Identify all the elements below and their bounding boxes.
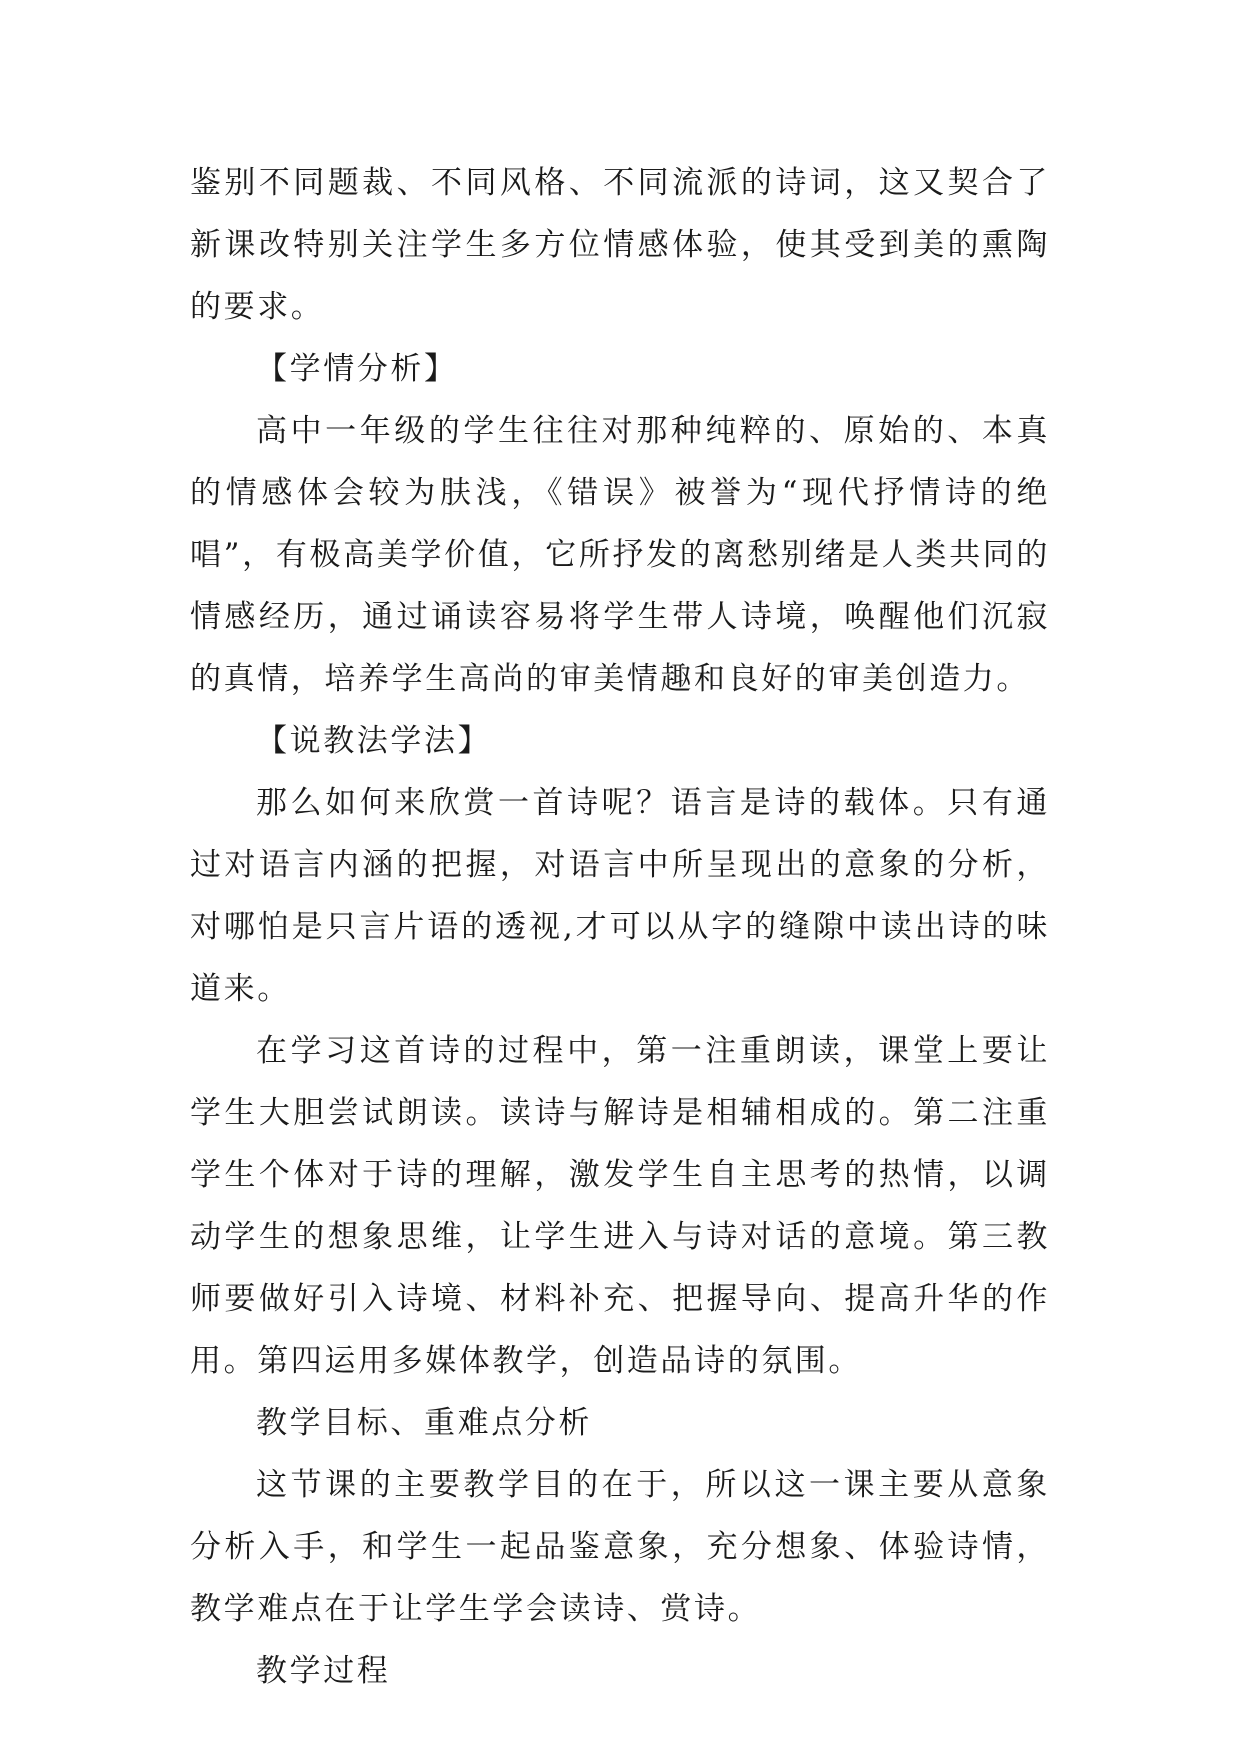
paragraph-teaching-methods-2: 在学习这首诗的过程中，第一注重朗读，课堂上要让学生大胆尝试朗读。读诗与解诗是相辅相成的。第二注重学生个体对于诗的理解，激发学生自主思考的热情，以调动学生的想象思维，让学生进入与诗对话的意境。第三教师要做好引入诗境、材料补充、把握导向、提高升华的作用。第四运用多媒体教学，创造品诗的氛围。 [190, 1033, 1050, 1379]
document-body [190, 152, 1050, 1702]
section-heading-student-analysis: 【学情分析】 [256, 351, 458, 387]
section-heading-objectives: 教学目标、重难点分析 [256, 1405, 592, 1441]
section-heading-teaching-process: 教学过程 [256, 1653, 391, 1689]
paragraph-student-analysis: 高中一年级的学生往往对那种纯粹的、原始的、本真的情感体会较为肤浅，《错误》被誉为“现代抒情诗的绝唱”，有极高美学价值，它所抒发的离愁别绪是人类共同的情感经历，通过诵读容易将学生带人诗境，唤醒他们沉寂的真情，培养学生高尚的审美情趣和良好的审美创造力。 [190, 413, 1050, 697]
paragraph-teaching-methods-1: 那么如何来欣赏一首诗呢？语言是诗的载体。只有通过对语言内涵的把握，对语言中所呈现出的意象的分析，对哪怕是只言片语的透视,才可以从字的缝隙中读出诗的味道来。 [190, 785, 1050, 1007]
paragraph-continued: 鉴别不同题裁、不同风格、不同流派的诗词，这又契合了新课改特别关注学生多方位情感体验，使其受到美的熏陶的要求。 [190, 165, 1050, 325]
paragraph-objectives: 这节课的主要教学目的在于，所以这一课主要从意象分析入手，和学生一起品鉴意象，充分想象、体验诗情，教学难点在于让学生学会读诗、赏诗。 [190, 1467, 1050, 1627]
section-heading-teaching-methods: 【说教法学法】 [256, 723, 492, 759]
